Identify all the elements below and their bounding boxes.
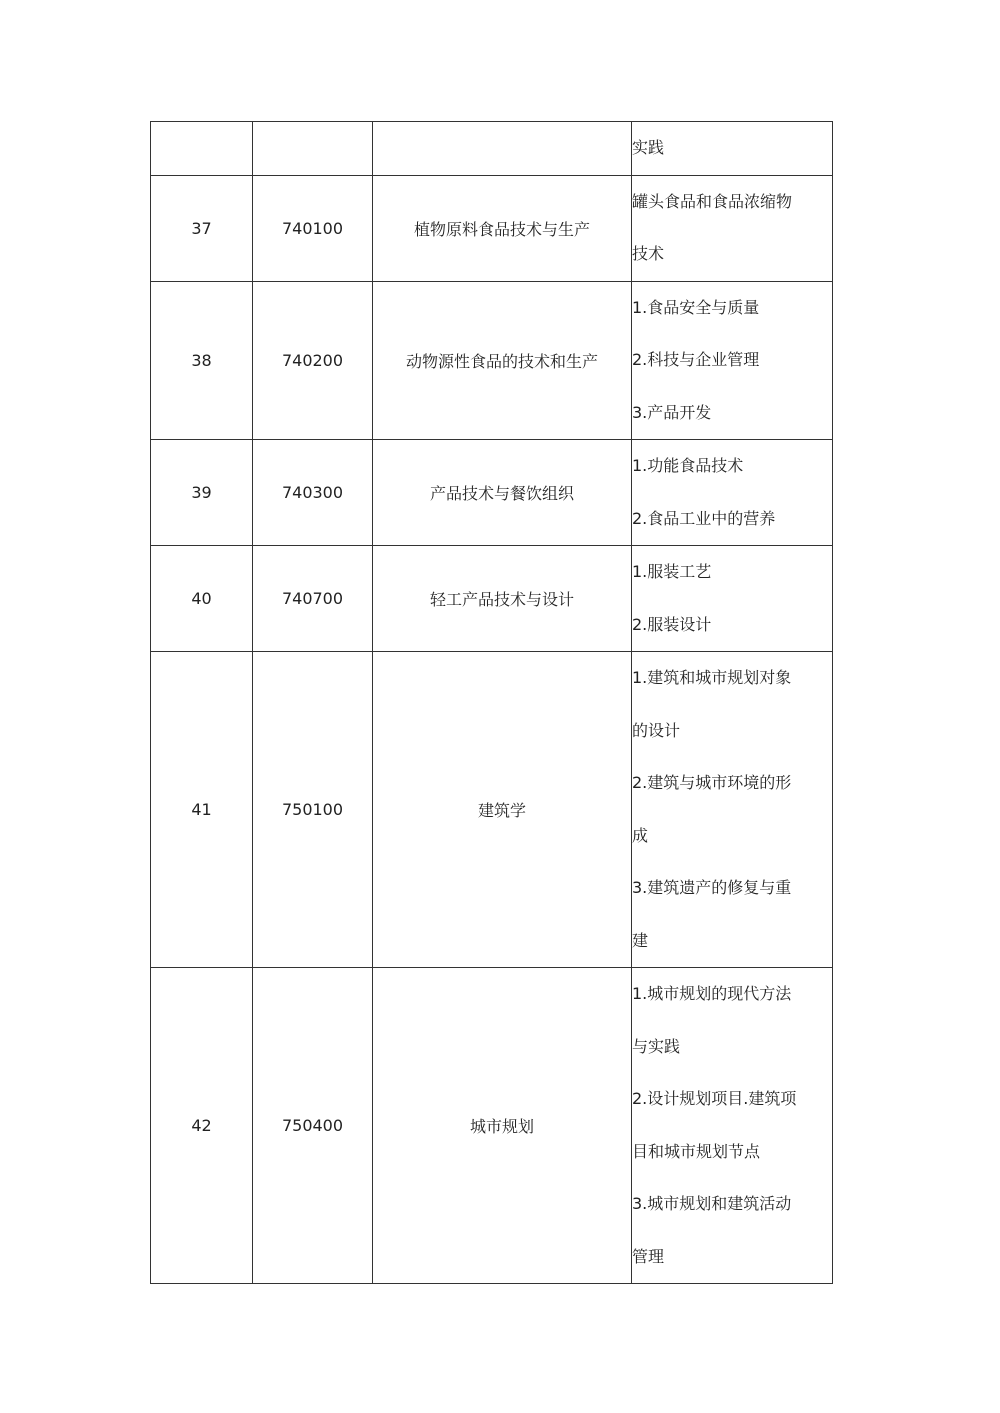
specialty-code: 740700 xyxy=(253,546,373,652)
specialty-code xyxy=(253,122,373,176)
specialization-list xyxy=(632,122,833,176)
specialization-item: 2.食品工业中的营养 xyxy=(632,508,776,528)
table-row xyxy=(151,175,833,281)
specialty-code: 740200 xyxy=(253,281,373,440)
specialization-item: 1.服装工艺 xyxy=(632,562,712,581)
specialization-item: 目和城市规划节点 xyxy=(632,1141,761,1161)
table-row xyxy=(151,968,833,1284)
specialization-list xyxy=(632,546,833,652)
specialization-list xyxy=(632,440,833,546)
table-row xyxy=(151,546,833,652)
specialty-name: 城市规划 xyxy=(373,968,632,1284)
row-number: 38 xyxy=(151,281,253,440)
row-number xyxy=(151,122,253,176)
specialization-item: 2.服装设计 xyxy=(632,614,712,634)
specialties-table xyxy=(150,121,833,1284)
specialization-item: 管理 xyxy=(632,1246,665,1266)
table-row xyxy=(151,652,833,968)
specialization-item: 建 xyxy=(632,930,649,950)
specialty-code: 740300 xyxy=(253,440,373,546)
specialty-name: 动物源性食品的技术和生产 xyxy=(373,281,632,440)
specialization-list xyxy=(632,175,833,281)
specialization-item: 1.功能食品技术 xyxy=(632,456,744,475)
specialization-item: 罐头食品和食品浓缩物 xyxy=(632,191,793,211)
specialization-item: 与实践 xyxy=(632,1036,681,1056)
specialization-item: 成 xyxy=(632,825,649,845)
specialization-item: 3.城市规划和建筑活动 xyxy=(632,1194,792,1213)
specialty-name: 产品技术与餐饮组织 xyxy=(373,440,632,546)
specialty-name: 植物原料食品技术与生产 xyxy=(373,175,632,281)
specialization-item: 1.城市规划的现代方法 xyxy=(632,984,792,1003)
specialty-name: 轻工产品技术与设计 xyxy=(373,546,632,652)
specialization-item: 的设计 xyxy=(632,720,681,740)
specialization-item: 2.建筑与城市环境的形 xyxy=(632,773,792,792)
row-number: 37 xyxy=(151,175,253,281)
specialization-list xyxy=(632,968,833,1284)
table-row xyxy=(151,440,833,546)
specialization-item: 3.建筑遗产的修复与重 xyxy=(632,878,792,897)
table-row xyxy=(151,122,833,176)
row-number: 40 xyxy=(151,546,253,652)
specialization-list xyxy=(632,281,833,440)
specialization-item: 实践 xyxy=(632,138,665,157)
specialty-code: 740100 xyxy=(253,175,373,281)
specialization-list xyxy=(632,652,833,968)
specialization-item: 2.设计规划项目.建筑项 xyxy=(632,1089,797,1108)
specialization-item: 2.科技与企业管理 xyxy=(632,350,760,369)
specialization-item: 技术 xyxy=(632,244,665,263)
specialization-item: 3.产品开发 xyxy=(632,402,712,422)
table-row xyxy=(151,281,833,440)
specialization-item: 1.建筑和城市规划对象 xyxy=(632,668,792,687)
specialization-item: 1.食品安全与质量 xyxy=(632,297,760,317)
specialty-name: 建筑学 xyxy=(373,652,632,968)
row-number: 39 xyxy=(151,440,253,546)
row-number: 42 xyxy=(151,968,253,1284)
specialty-code: 750100 xyxy=(253,652,373,968)
specialty-name xyxy=(373,122,632,176)
row-number: 41 xyxy=(151,652,253,968)
specialty-code: 750400 xyxy=(253,968,373,1284)
